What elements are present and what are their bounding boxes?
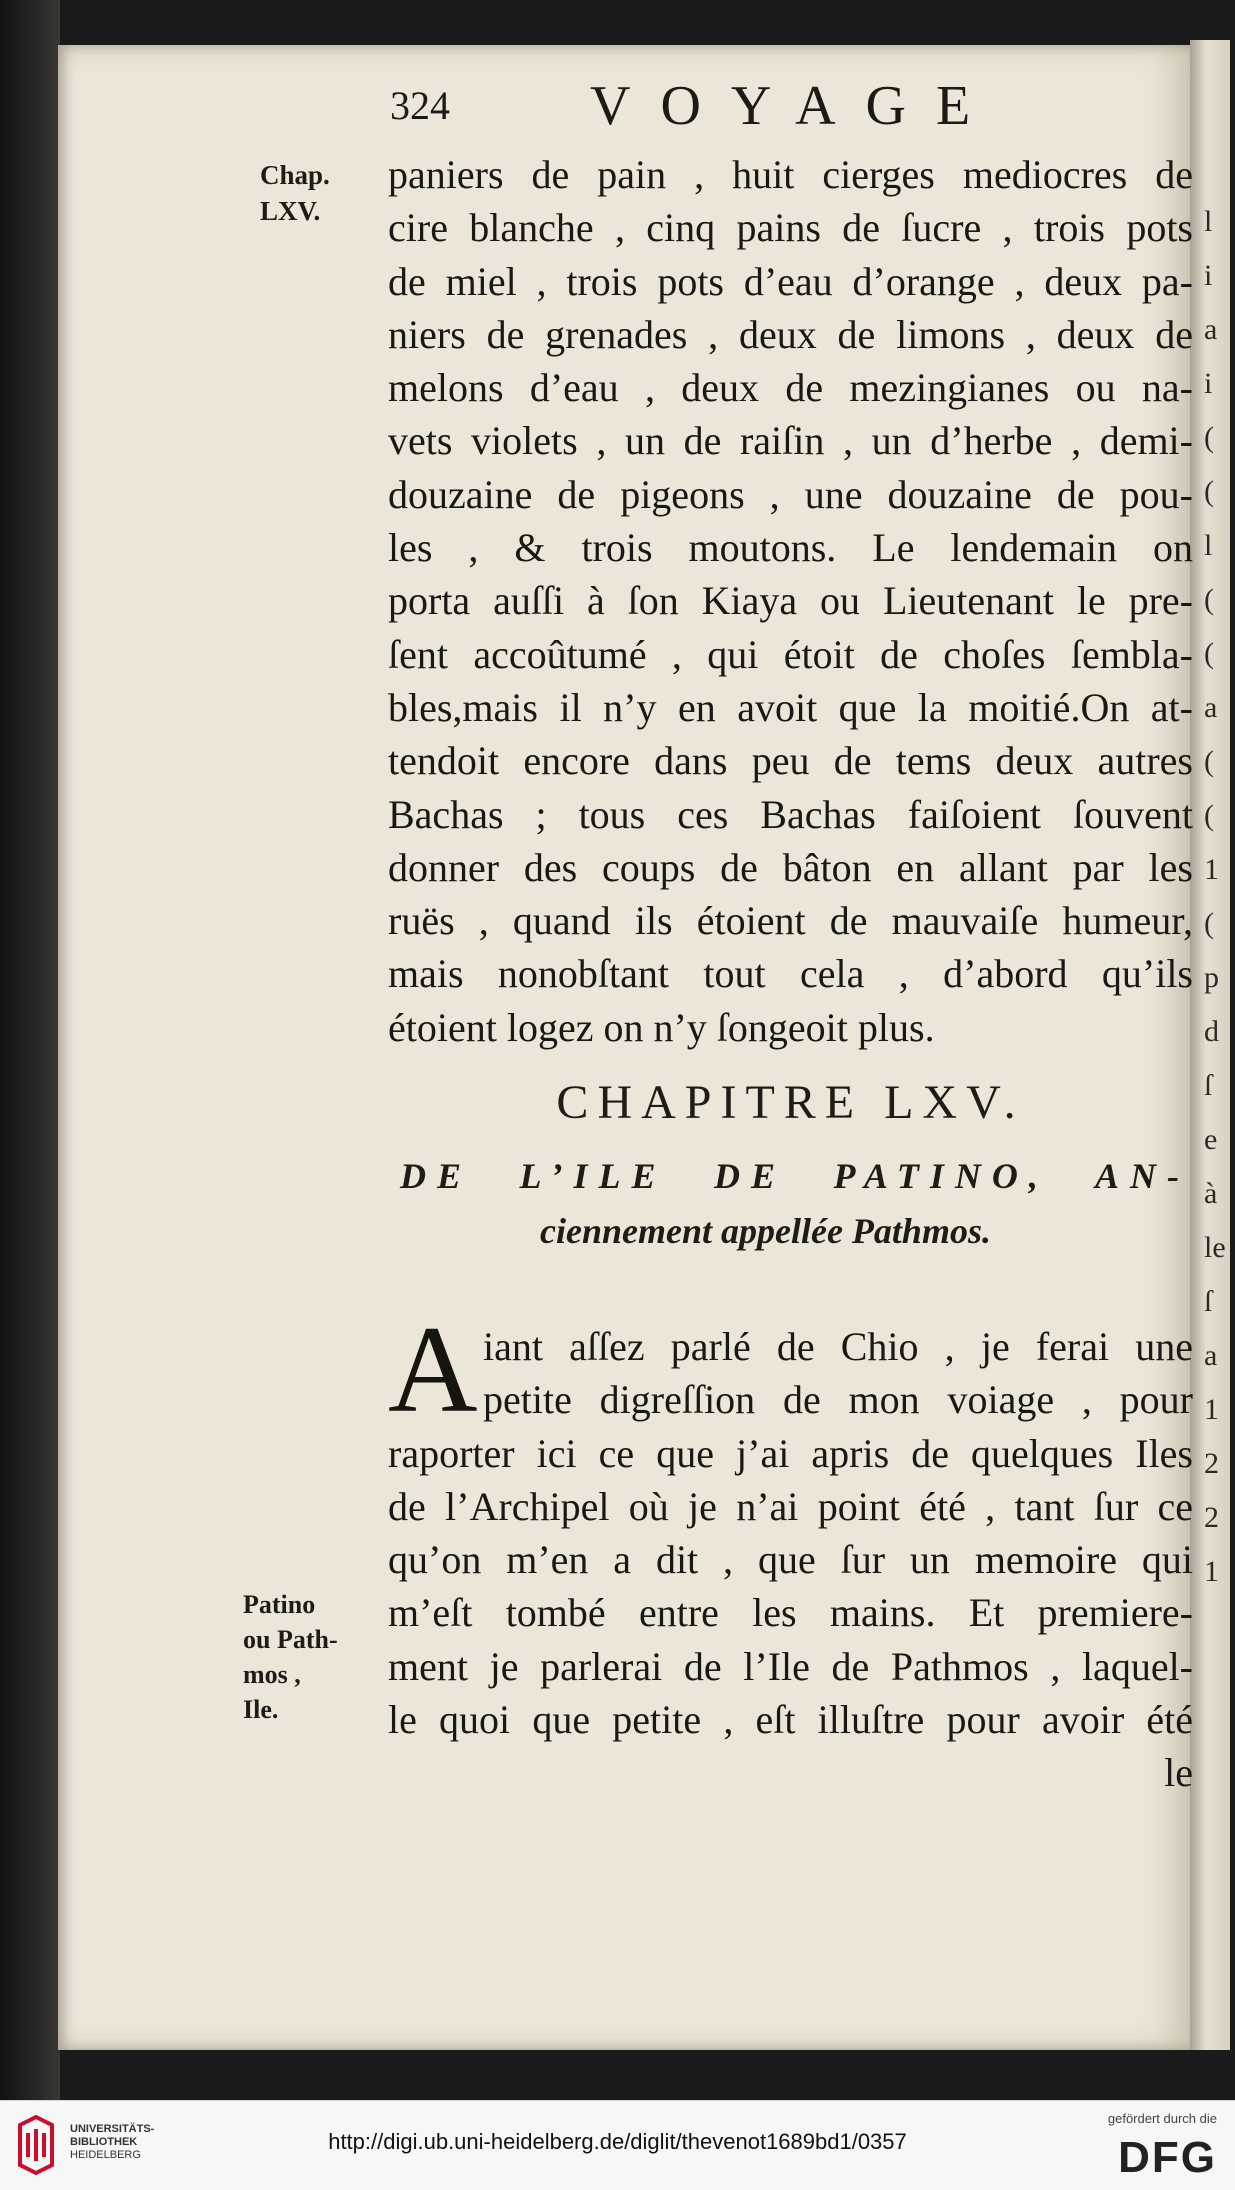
next-page-edge [1190,40,1230,2050]
next-page-letter: e [1204,1123,1218,1156]
text-line: de l’Archipel où je n’ai point été , tant ſur ce [388,1483,1193,1529]
text-line: douzaine de pigeons , une douzaine de pou- [388,471,1193,517]
running-head [390,72,1110,142]
text-line: niers de grenades , deux de limons , deux de [388,311,1193,357]
text-line: iant aſſez parlé de Chio , je ferai une [483,1324,1193,1369]
library-name-line: HEIDELBERG [70,2149,141,2161]
next-page-letter: ( [1204,421,1214,454]
library-name-line: UNIVERSITÄTS- [70,2123,155,2135]
next-page-letter: 1 [1204,1393,1219,1426]
text-line: m’eſt tombé entre les mains. Et premiere- [388,1590,1193,1636]
next-page-letter: à [1204,1177,1218,1210]
text-line: tendoit encore dans peu de tems deux autres [388,738,1193,784]
text-line: raporter ici ce que j’ai apris de quelques Iles [388,1430,1193,1476]
next-page-letter: i [1204,259,1213,292]
binding-shadow [0,0,60,2100]
text-line: ſent accoûtumé , qui étoit de choſes ſembla- [388,631,1193,677]
page-url-link[interactable]: http://digi.ub.uni-heidelberg.de/diglit/thevenot1689bd1/0357 [328,2129,907,2154]
margin-note-line: LXV. [260,196,321,226]
text-line: donner des coups de bâton en allant par les [388,844,1193,890]
margin-note-line: Ile. [243,1695,279,1724]
margin-note-patino [243,1587,363,1727]
text-line: porta auſſi à ſon Kiaya ou Lieutenant le pre- [388,578,1193,624]
library-name-line: BIBLIOTHEK [70,2136,138,2148]
funding-note: gefördert durch die [1107,2111,1217,2126]
drop-cap: A [388,1301,478,1438]
next-page-letter: 1 [1204,1555,1219,1588]
next-page-letter: ( [1204,745,1214,778]
next-page-letter: ſ [1204,1069,1213,1102]
page-number: 324 [390,83,450,128]
margin-note-line: ou Path- [243,1625,338,1654]
text-line: melons d’eau , deux de mezingianes ou na- [388,365,1193,411]
text-line: ruës , quand ils étoient de mauvaiſe humeur, [388,898,1193,944]
text-line: Bachas ; tous ces Bachas faiſoient ſouvent [388,791,1193,837]
next-page-letter: d [1204,1015,1219,1048]
next-page-letter: ( [1204,583,1214,616]
text-line: ment je parlerai de l’Ile de Pathmos , laquel- [388,1643,1193,1689]
next-page-letter: a [1204,1339,1218,1372]
next-page-letter: a [1204,691,1218,724]
margin-note-chapter [260,157,370,229]
text-line: mais nonobſtant tout cela , d’abord qu’ils [388,951,1193,997]
margin-note-line: Chap. [260,160,330,190]
text-line: les , & trois moutons. Le lendemain on [388,525,1193,571]
chapter-subtitle-line-1: DE L’ILE DE PATINO, AN- [400,1156,1190,1196]
paragraph-2 [388,1301,1193,1800]
next-page-letter: ( [1204,907,1214,940]
text-line: vets violets , un de raiſin , un d’herbe , demi- [388,418,1193,464]
chapter-subtitle-line-2: ciennement appellée Pathmos. [540,1211,991,1251]
next-page-letter: ( [1204,637,1214,670]
next-page-letter: le [1204,1231,1226,1264]
text-line: étoient logez on n’y ſongeoit plus. [388,1004,935,1050]
chapter-title: CHAPITRE LXV. [556,1076,1025,1129]
paragraph-1 [388,148,1193,1054]
next-page-letter: ( [1204,475,1214,508]
text-line: de miel , trois pots d’eau d’orange , deux pa- [388,258,1193,304]
margin-note-line: mos , [243,1660,301,1689]
text-line: cire blanche , cinq pains de ſucre , trois pots [388,205,1193,251]
margin-note-line: Patino [243,1590,316,1619]
next-page-letter: ( [1204,799,1214,832]
next-page-letter: l [1204,205,1213,238]
text-line: le quoi que petite , eſt illuſtre pour avoir été [388,1697,1193,1743]
text-line: qu’on m’en a dit , que ſur un memoire qui [388,1537,1193,1583]
next-page-letter: 2 [1204,1501,1219,1534]
dfg-logo: DFG [1118,2133,1217,2182]
text-line: paniers de pain , huit cierges mediocres de [388,152,1193,197]
next-page-letter: 2 [1204,1447,1219,1480]
catchword: le [1164,1750,1193,1796]
next-page-letter: p [1204,961,1219,994]
next-page-letter: 1 [1204,853,1219,886]
text-line: petite digreſſion de mon voiage , pour [483,1377,1193,1423]
next-page-letter: ſ [1204,1285,1213,1318]
text-line: bles,mais il n’y en avoit que la moitié.On at- [388,684,1193,730]
next-page-letter: i [1204,367,1213,400]
viewer-footer [0,2100,1235,2190]
next-page-letter: l [1204,529,1213,562]
next-page-letter: a [1204,313,1218,346]
next-page-letters [1204,195,1228,1599]
running-head-title: VOYAGE [590,75,1001,137]
